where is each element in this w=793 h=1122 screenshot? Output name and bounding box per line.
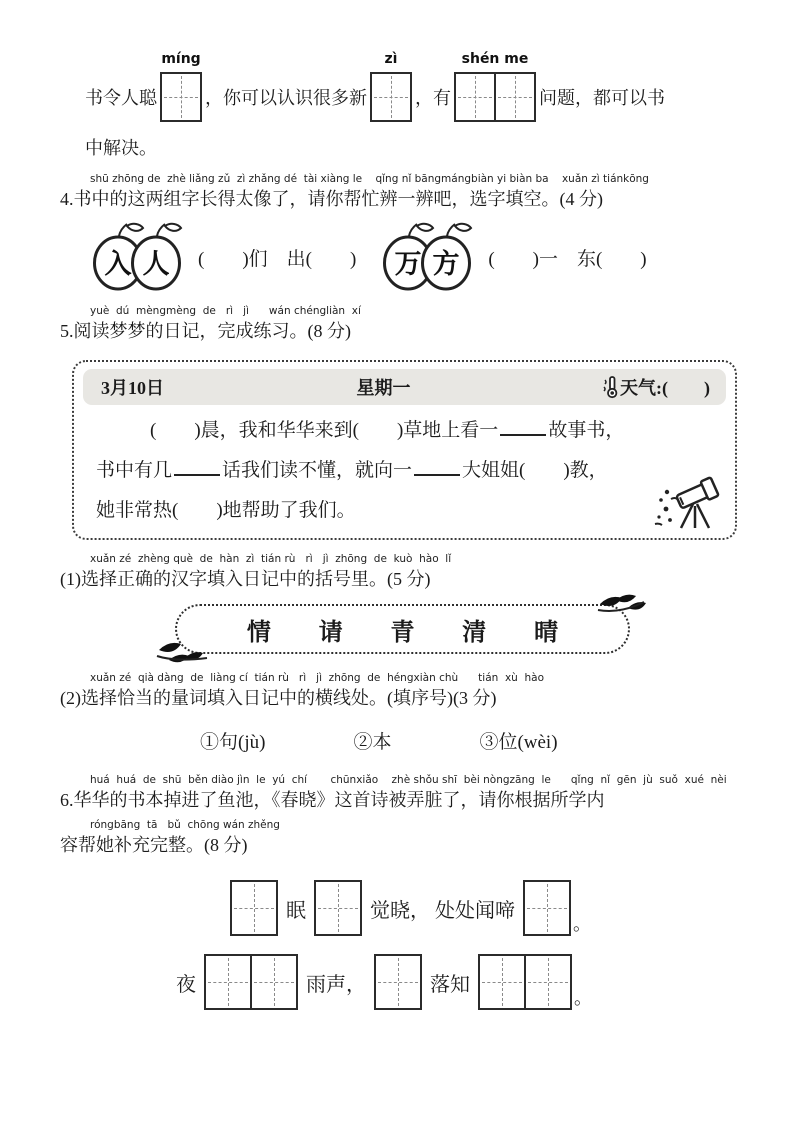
intro-text: ，有 (415, 88, 451, 108)
diary-date: 3月10日 (101, 378, 164, 398)
leaf-cluster-icon (590, 590, 648, 626)
question-5 (60, 305, 743, 344)
banner-char: 晴 (534, 619, 559, 646)
question-text: 6.华华的书本掉进了鱼池，《春晓》这首诗被弄脏了，请你根据所学内 (60, 790, 605, 810)
tianzige-box (454, 72, 496, 122)
banner-char: 青 (390, 619, 415, 646)
option-1: ①句(jù) (200, 732, 266, 753)
question-5-part-1 (60, 553, 743, 592)
intro-section (60, 51, 743, 160)
blank-line (174, 472, 220, 476)
question-text: (2)选择恰当的量词填入日记中的横线处。(填序号)(3 分) (60, 688, 497, 708)
diary-body (74, 405, 735, 531)
pinyin-label: míng (161, 51, 201, 67)
question-text: (1)选择正确的汉字填入日记中的括号里。(5 分) (60, 569, 431, 589)
question-4 (60, 173, 743, 292)
diary-line (96, 411, 713, 451)
pinyin-label: shén me (461, 51, 529, 67)
tianzige-box (523, 880, 571, 936)
writing-box-zi (370, 51, 412, 122)
poem-text: 。 (573, 914, 591, 934)
apple-character: 方 (432, 249, 460, 279)
tianzige-box (160, 72, 202, 122)
tianzige-double-box (478, 954, 572, 1010)
intro-line-1 (85, 51, 743, 122)
question-5-part-2 (60, 672, 743, 754)
poem-text: 眠 (286, 899, 306, 922)
banner-char: 清 (462, 619, 487, 646)
diary-text: 故事书， (548, 420, 625, 441)
blank-line (414, 472, 460, 476)
pinyin-line: róngbāng tā bǔ chōng wán zhěng (90, 819, 280, 831)
blank-line (500, 432, 546, 436)
tianzige-double-box (204, 954, 298, 1010)
writing-box-shenme (454, 51, 536, 122)
pinyin-line: xuǎn zé qià dàng de liàng cí tián rù rì jì zhōng de héngxiàn chù tián xù hào (90, 672, 545, 684)
pinyin-line: xuǎn zé zhèng què de hàn zì tián rù rì jì zhōng de kuò hào lǐ (90, 553, 452, 565)
pinyin-label: zì (384, 51, 398, 67)
tianzige-box (230, 880, 278, 936)
intro-text: 书令人聪 (85, 88, 157, 108)
diary-text: 话我们读不懂，就向一 (222, 460, 413, 481)
diary-card (72, 360, 737, 540)
pinyin-line: yuè dú mèngmèng de rì jì wán chéngliàn xí (90, 305, 361, 317)
poem-line-1 (230, 880, 743, 936)
character-choice-banner (175, 604, 630, 654)
diary-header (83, 369, 726, 405)
apple-character: 人 (142, 249, 170, 279)
leaf-cluster-icon (155, 628, 215, 668)
writing-box-ming (160, 51, 202, 122)
diary-weather (603, 374, 710, 400)
apple-pair-icon (92, 222, 188, 292)
diary-weekday: 星期一 (356, 378, 411, 398)
intro-text: 问题，都可以书 (539, 88, 665, 108)
diary-text: ( )晨，我和华华来到( )草地上看一 (150, 420, 499, 441)
question-text: 4.书中的这两组字长得太像了，请你帮忙辨一辨吧，选字填空。(4 分) (60, 189, 603, 209)
tianzige-box (374, 954, 422, 1010)
apple-pair-icon (382, 222, 478, 292)
thermometer-icon (603, 375, 618, 399)
poem-text: 落知 (430, 973, 470, 996)
diary-text: 大姐姐( )教， (462, 460, 608, 481)
diary-text: 她非常热( )地帮助了我们。 (96, 500, 356, 521)
fill-blank-text: ( )一 东( ) (488, 248, 647, 270)
tianzige-box (250, 954, 298, 1010)
poem-text: 。 (574, 988, 592, 1008)
question-6 (60, 774, 743, 1010)
banner-char: 情 (246, 619, 271, 646)
tianzige-box (524, 954, 572, 1010)
option-3: ③位(wèi) (479, 732, 558, 753)
poem-text: 夜 (176, 973, 196, 996)
poem-text: 觉晓， 处处闻啼 (370, 899, 515, 922)
intro-text: ，你可以认识很多新 (205, 88, 367, 108)
tianzige-box (314, 880, 362, 936)
pinyin-line: huá huá de shū běn diào jìn le yú chí chūnxiǎo zhè shǒu shī bèi nòngzāng le qǐng nǐ gēn jù suǒ xué nèi (90, 774, 727, 786)
intro-line-2: 中解决。 (85, 138, 157, 158)
option-2: ②本 (353, 732, 392, 753)
question-text: 容帮她补充完整。(8 分) (60, 835, 248, 855)
weather-label: 天气:( ) (620, 378, 710, 398)
measure-word-options (200, 727, 743, 754)
fill-blank-text: ( )们 出( ) (198, 248, 357, 270)
pinyin-line: shū zhōng de zhè liǎng zǔ zì zhǎng dé tài xiàng le qǐng nǐ bāngmángbiàn yi biàn ba xuǎn zì tiánkōng (90, 173, 649, 185)
apples-row (92, 222, 743, 292)
diary-text: 书中有几 (96, 460, 173, 481)
telescope-icon (653, 466, 727, 534)
tianzige-box (478, 954, 526, 1010)
apple-character: 入 (104, 249, 132, 279)
tianzige-box (494, 72, 536, 122)
tianzige-double-box (454, 72, 536, 122)
question-text: 5.阅读梦梦的日记，完成练习。(8 分) (60, 321, 351, 341)
tianzige-box (370, 72, 412, 122)
poem-text: 雨声， (306, 973, 366, 996)
diary-line (96, 451, 713, 491)
tianzige-box (204, 954, 252, 1010)
poem-line-2 (168, 954, 743, 1010)
diary-line (96, 491, 713, 531)
banner-char: 请 (318, 619, 343, 646)
apple-character: 万 (394, 249, 422, 279)
